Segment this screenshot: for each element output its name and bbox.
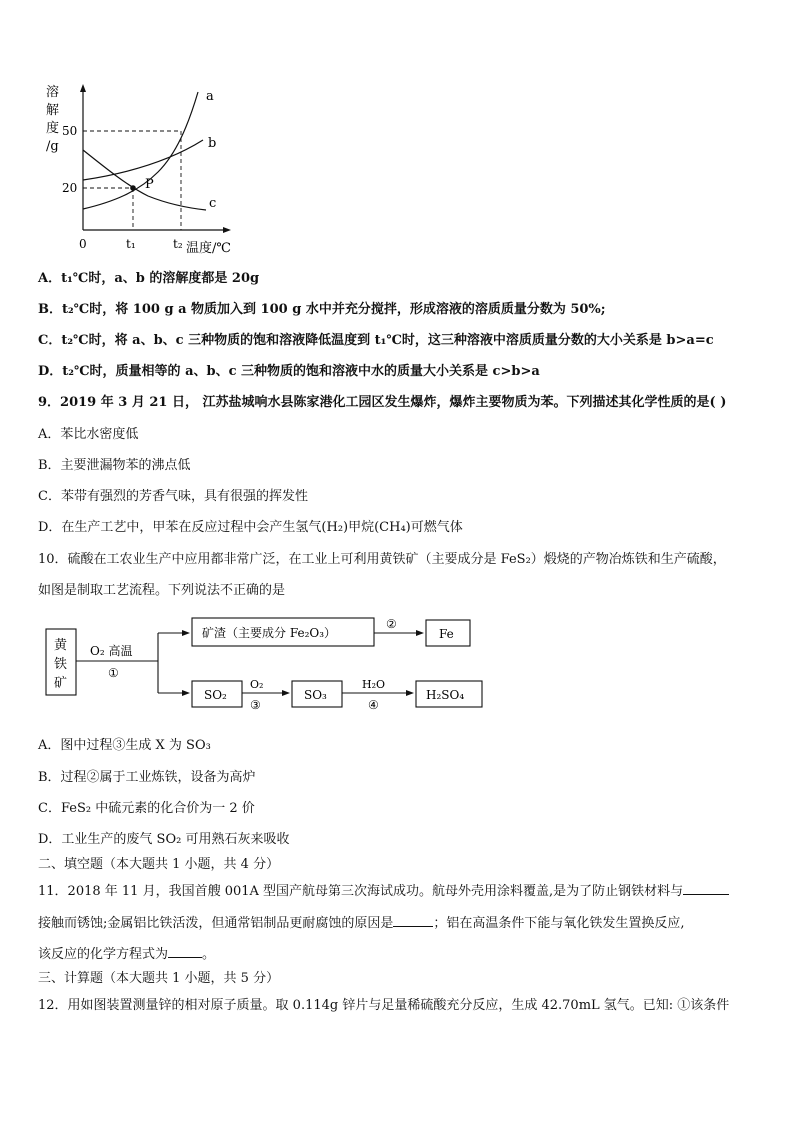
q10-stem-line2: 如图是制取工艺流程。下列说法不正确的是 <box>38 583 286 598</box>
q9-option-d: D．在生产工艺中，甲苯在反应过程中会产生氢气(H₂)甲烷(CH₄)可燃气体 <box>38 520 463 535</box>
y-axis-label-1: 溶 <box>46 85 60 100</box>
q12-line1: 12．用如图装置测量锌的相对原子质量。取 0.114g 锌片与足量稀硫酸充分反应，生成 42.70mL 氢气。已知: ①该条件 <box>38 998 730 1013</box>
curve-a-label: a <box>206 89 214 104</box>
q9-option-a: A．苯比水密度低 <box>38 427 139 442</box>
h2so4-label: H₂SO₄ <box>426 688 465 702</box>
q9-option-c: C．苯带有强烈的芳香气味，具有很强的挥发性 <box>38 489 308 504</box>
step3-arrow <box>282 690 290 696</box>
step4-number: ④ <box>368 698 379 712</box>
q11-blank-1[interactable] <box>683 882 729 895</box>
so3-label: SO₃ <box>304 688 327 702</box>
y-axis-label-4: /g <box>46 139 59 154</box>
curve-b <box>83 140 203 180</box>
x-tick-0: 0 <box>79 237 87 251</box>
step2-arrow <box>416 630 424 636</box>
q9-option-b: B．主要泄漏物苯的沸点低 <box>38 458 191 473</box>
section2-title: 二、填空题（本大题共 1 小题，共 4 分） <box>38 857 280 872</box>
solubility-chart <box>38 82 298 257</box>
q8-option-d: D．t₂℃时，质量相等的 a、b、c 三种物质的饱和溶液中水的质量大小关系是 c>b>a <box>38 364 540 379</box>
q11-line1-text: 11．2018 年 11 月，我国首艘 001A 型国产航母第三次海试成功。航母外壳用涂料覆盖,是为了防止钢铁材料与 <box>38 884 684 899</box>
x-axis-label: 温度/℃ <box>186 241 231 256</box>
slag-label: 矿渣（主要成分 Fe₂O₃） <box>202 626 337 640</box>
q10-option-b: B．过程②属于工业炼铁，设备为高炉 <box>38 770 256 785</box>
point-p <box>130 185 136 191</box>
step4-arrow <box>406 690 414 696</box>
q11-line2 <box>38 914 685 933</box>
curve-c-label: c <box>209 196 217 211</box>
so2-label: SO₂ <box>204 688 227 702</box>
branch-top-arrow <box>182 630 190 636</box>
q11-line3 <box>38 945 215 964</box>
iron-label: Fe <box>439 627 454 641</box>
step3-number: ③ <box>250 698 261 712</box>
q9-stem: 9．2019 年 3 月 21 日， 江苏盐城响水县陈家港化工园区发生爆炸，爆炸主要物质为苯。下列描述其化学性质的是( ) <box>38 395 727 410</box>
step1-number: ① <box>108 666 119 680</box>
q11-line2b-text: ；铝在高温条件下能与氧化铁发生置换反应, <box>433 916 685 931</box>
x-tick-t2: t₂ <box>173 237 183 251</box>
section3-title: 三、计算题（本大题共 1 小题，共 5 分） <box>38 971 280 986</box>
q8-option-a: A．t₁℃时，a、b 的溶解度都是 20g <box>38 271 260 286</box>
x-tick-t1: t₁ <box>126 237 136 251</box>
y-axis-label-2: 解 <box>46 103 60 118</box>
pyrite-char-2: 铁 <box>54 657 68 672</box>
y-axis-arrow <box>80 84 86 92</box>
x-axis-arrow <box>223 227 231 233</box>
curve-b-label: b <box>208 136 217 151</box>
step3-condition: O₂ <box>250 678 264 691</box>
branch-bottom-arrow <box>182 690 190 696</box>
q8-option-b: B．t₂℃时，将 100 g a 物质加入到 100 g 水中并充分搅拌，形成溶液的溶质质量分数为 50%; <box>38 302 606 317</box>
q8-option-c: C．t₂℃时，将 a、b、c 三种物质的饱和溶液降低温度到 t₁℃时，这三种溶液中溶质质量分数的大小关系是 b>a=c <box>38 333 714 348</box>
y-tick-20: 20 <box>62 181 78 195</box>
pyrite-char-1: 黄 <box>54 638 68 653</box>
q11-line3b-text: 。 <box>202 947 216 962</box>
q11-blank-2[interactable] <box>393 914 433 927</box>
q11-line2a-text: 接触而锈蚀;金属铝比铁活泼，但通常铝制品更耐腐蚀的原因是 <box>38 916 394 931</box>
q10-stem-line1: 10．硫酸在工农业生产中应用都非常广泛，在工业上可利用黄铁矿（主要成分是 FeS₂）煅烧的产物冶炼铁和生产硫酸， <box>38 552 726 567</box>
step4-condition: H₂O <box>362 678 386 691</box>
point-p-label: P <box>145 177 154 192</box>
pyrite-char-3: 矿 <box>54 676 68 691</box>
step2-number: ② <box>386 617 397 631</box>
q11-blank-3[interactable] <box>168 945 202 958</box>
q11-line3a-text: 该反应的化学方程式为 <box>38 947 169 962</box>
step1-condition: O₂ 高温 <box>90 644 133 658</box>
y-tick-50: 50 <box>62 124 78 138</box>
process-flow-diagram <box>40 613 490 715</box>
q10-option-a: A．图中过程③生成 X 为 SO₃ <box>38 738 211 753</box>
q10-option-c: C．FeS₂ 中硫元素的化合价为一 2 价 <box>38 801 255 816</box>
q11-line1 <box>38 882 729 901</box>
y-axis-label-3: 度 <box>46 121 60 136</box>
q10-option-d: D．工业生产的废气 SO₂ 可用熟石灰来吸收 <box>38 832 290 847</box>
